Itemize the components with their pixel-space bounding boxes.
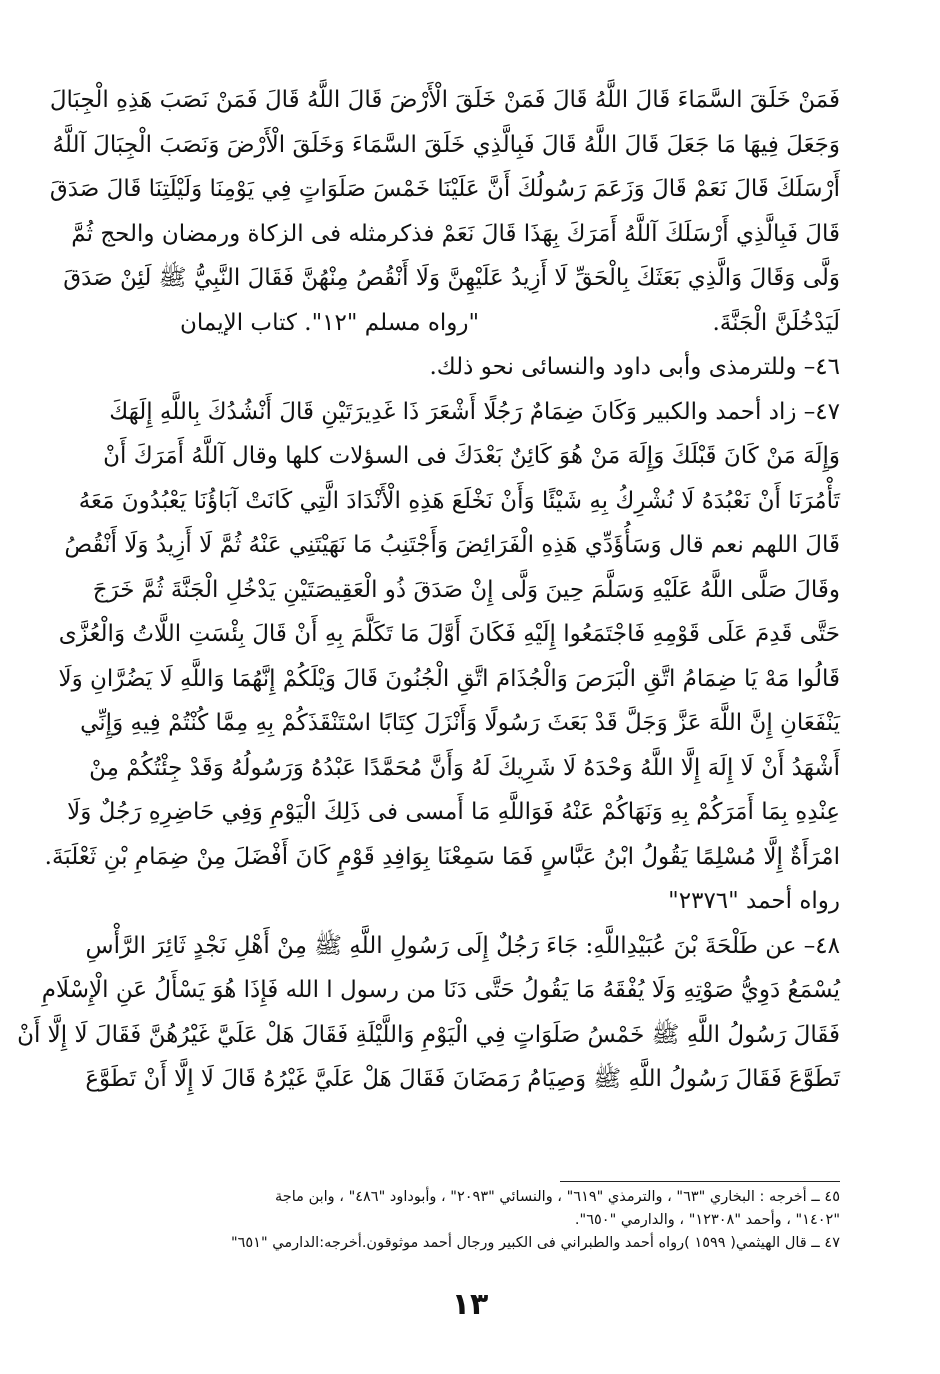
footnote-45: ٤٥ ــ أخرجه : البخاري "٦٣" ، والترمذي "٦١٩" ، والنسائي "٢٠٩٣" ، وأبوداود "٤٨٦" ، وابن ماجة bbox=[275, 1189, 840, 1205]
text-line: تَطَوَّعَ فَقَالَ رَسُولُ اللَّهِ ﷺ وَصِيَامُ رَمَضَانَ فَقَالَ هَلْ عَلَيَّ غَيْرُهُ قَالَ لَا إِلَّا أَنْ تَطَوَّعَ bbox=[85, 1066, 840, 1092]
text-line-end: لَيَدْخُلَنَّ الْجَنَّةَ. bbox=[712, 309, 840, 336]
text-line: قَالَ اللهم نعم قال وَسَأُؤَدِّي هَذِهِ الْفَرَائِضَ وَأَجْتَنِبُ مَا نَهَيْتَنِي عَنْهُ ثُمَّ لَا أَزِيدُ وَلَا أَنْقُصُ bbox=[64, 532, 840, 558]
text-line: فَقَالَ رَسُولُ اللَّهِ ﷺ خَمْسُ صَلَوَاتٍ فِي الْيَوْمِ وَاللَّيْلَةِ فَقَالَ هَلْ عَلَيَّ غَيْرُهُنَّ فَقَالَ لَا إِلَّا أَنْ bbox=[17, 1021, 840, 1048]
text-line-with-citation bbox=[110, 301, 840, 346]
text-line: يُسْمَعُ دَوِيُّ صَوْتِهِ وَلَا يُفْقَهُ مَا يَقُولُ حَتَّى دَنَا من رسول ا الله فَإِذَا هُوَ يَسْأَلُ عَنِ الْإِسْلَامِ bbox=[41, 977, 840, 1003]
footnote-45-cont: "١٤٠٢" ، وأحمد "١٢٣٠٨" ، والدارمي "٦٥٠". bbox=[574, 1212, 840, 1228]
hadith-48-start: ٤٨– عن طَلْحَةَ بْنَ عُبَيْدِاللَّهِ: جَاءَ رَجُلٌ إِلَى رَسُولِ اللَّهِ ﷺ مِنْ أَهْلِ نَجْدٍ ثَائِرَ الرَّأْسِ bbox=[85, 932, 840, 959]
citation: "رواه مسلم "١٢". كتاب الإيمان bbox=[180, 309, 480, 336]
page-number: ١٣ bbox=[451, 1287, 489, 1322]
text-line: وَلَّى وَقَالَ وَالَّذِي بَعَثَكَ بِالْحَقِّ لَا أَزِيدُ عَلَيْهِنَّ وَلَا أَنْقُصُ مِنْهُنَّ فَقَالَ النَّبِيُّ ﷺ لَئِنْ صَدَقَ bbox=[63, 265, 840, 291]
text-line: فَمَنْ خَلَقَ السَّمَاءَ قَالَ اللَّهُ قَالَ فَمَنْ خَلَقَ الْأَرْضَ قَالَ اللَّهُ قَالَ فَمَنْ نَصَبَ هَذِهِ الْجِبَالَ bbox=[49, 87, 840, 113]
footnote-47: ٤٧ ــ قال الهيثمي( ١٥٩٩ )رواه أحمد والطبراني فى الكبير ورجال أحمد موثوقون.أخرجه:الدارمي "٦٥١" bbox=[230, 1235, 840, 1251]
main-text bbox=[17, 78, 840, 1102]
hadith-47-start: ٤٧– زاد أحمد والكبير وَكَانَ ضِمَامٌ رَجُلًا أَشْعَرَ ذَا غَدِيرَتَيْنِ قَالَ أَنْشُدُكَ بِاللَّهِ إِلَهَكَ bbox=[109, 398, 840, 425]
text-line: قَالَ فَبِالَّذِي أَرْسَلَكَ آللَّهُ أَمَرَكَ بِهَذَا قَالَ نَعَمْ فذكرمثله فى الزكاة ورمضان والحج ثُمَّ bbox=[71, 220, 840, 247]
footnote-divider bbox=[560, 1181, 840, 1182]
text-line: أَرْسَلَكَ قَالَ نَعَمْ قَالَ وَزَعَمَ رَسُولُكَ أَنَّ عَلَيْنَا خَمْسَ صَلَوَاتٍ فِي يَوْمِنَا وَلَيْلَتِنَا قَالَ صَدَقَ bbox=[49, 176, 840, 202]
footnotes bbox=[110, 1186, 840, 1255]
text-line: امْرَأَةٌ إِلَّا مُسْلِمًا يَقُولُ ابْنُ عَبَّاسٍ فَمَا سَمِعْنَا بِوَافِدِ قَوْمٍ كَانَ أَفْضَلَ مِنْ ضِمَامِ بْنِ ثَعْلَبَةَ. bbox=[44, 843, 840, 870]
text-line: حَتَّى قَدِمَ عَلَى قَوْمِهِ فَاجْتَمَعُوا إِلَيْهِ فَكَانَ أَوَّلَ مَا تَكَلَّمَ بِهِ أَنْ قَالَ بِئْسَتِ اللَّاتُ وَالْعُزَّى bbox=[58, 621, 840, 647]
text-line: عِنْدِهِ بِمَا أَمَرَكُمْ بِهِ وَنَهَاكُمْ عَنْهُ فَوَاللَّهِ مَا أَمسى فى ذَلِكَ الْيَوْمِ وَفِي حَاضِرِهِ رَجُلٌ وَلَا bbox=[67, 799, 840, 825]
text-line: وَإِلَهَ مَنْ كَانَ قَبْلَكَ وَإِلَهَ مَنْ هُوَ كَائِنٌ بَعْدَكَ فى السؤلات كلها وقال آللَّهُ أَمَرَكَ أَنْ bbox=[103, 443, 840, 469]
text-line: يَنْفَعَانِ إِنَّ اللَّهَ عَزَّ وَجَلَّ قَدْ بَعَثَ رَسُولًا وَأَنْزَلَ كِتَابًا اسْتَنْقَذَكُمْ بِهِ مِمَّا كُنْتُمْ فِيهِ وَإِنِّي bbox=[80, 710, 840, 736]
text-line: وقَالَ صَلَّى اللَّهُ عَلَيْهِ وَسَلَّمَ حِينَ وَلَّى إِنْ صَدَقَ ذُو الْعَقِيصَتَيْنِ يَدْخُلِ الْجَنَّةَ ثُمَّ خَرَجَ bbox=[92, 576, 840, 603]
text-line: أَشْهَدُ أَنْ لَا إِلَهَ إِلَّا اللَّهُ وَحْدَهُ لَا شَرِيكَ لَهُ وَأَنَّ مُحَمَّدًا عَبْدُهُ وَرَسُولُهُ وَقَدْ جِئْتُكُمْ مِنْ bbox=[89, 754, 840, 781]
text-line: قَالُوا مَهْ يَا ضِمَامُ اتَّقِ الْبَرَصَ وَالْجُذَامَ اتَّقِ الْجُنُونَ قَالَ وَيْلَكُمْ إِنَّهُمَا وَاللَّهِ لَا يَضُرَّانِ وَلَا bbox=[58, 665, 840, 692]
hadith-46: ٤٦– وللترمذى وأبى داود والنسائى نحو ذلك. bbox=[429, 354, 840, 380]
text-line: تَأْمُرَنَا أَنْ نَعْبُدَهُ لَا نُشْرِكُ بِهِ شَيْئًا وَأَنْ نَخْلَعَ هَذِهِ الْأَنْدَادَ الَّتِي كَانَتْ آبَاؤُنَا يَعْبُدُونَ مَعَهُ bbox=[78, 487, 840, 514]
citation: رواه أحمد "٢٣٧٦" bbox=[668, 888, 840, 914]
text-line: وَجَعَلَ فِيهَا مَا جَعَلَ قَالَ اللَّهُ قَالَ فَبِالَّذِي خَلَقَ السَّمَاءَ وَخَلَقَ الْأَرْضَ وَنَصَبَ الْجِبَالَ آللَّهُ bbox=[52, 131, 840, 158]
